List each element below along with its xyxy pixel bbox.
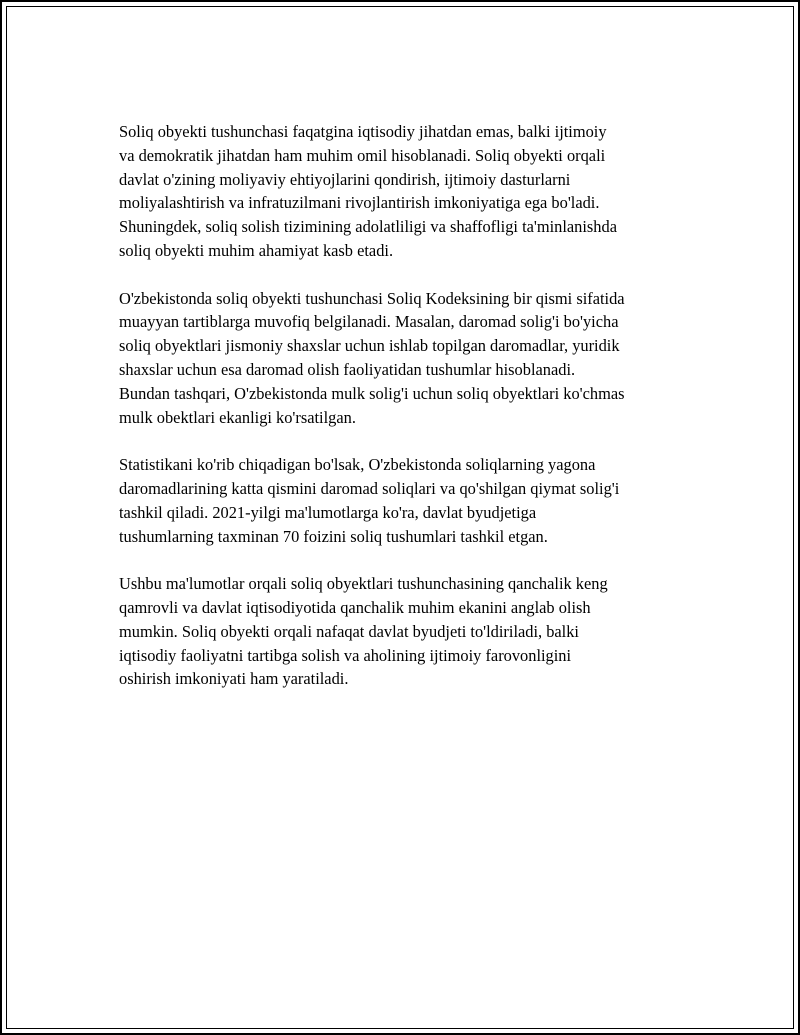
document-body [119,120,699,715]
text-line: oshirish imkoniyati ham yaratiladi. [119,669,349,689]
text-line: qamrovli va davlat iqtisodiyotida qanchalik muhim ekanini anglab olish [119,597,591,617]
text-line: shaxslar uchun esa daromad olish faoliyatidan tushumlar hisoblanadi. [119,359,576,379]
text-line: tashkil qiladi. 2021-yilgi ma'lumotlarga ko'ra, davlat byudjetiga [119,502,537,522]
text-line: muayyan tartiblarga muvofiq belgilanadi. Masalan, daromad solig'i bo'yicha [119,312,619,332]
paragraph-2 [119,287,699,430]
text-line: Shuningdek, soliq solish tizimining adolatliligi va shaffofligi ta'minlanishda [119,217,617,237]
text-line: mumkin. Soliq obyekti orqali nafaqat davlat byudjeti to'ldiriladi, balki [119,621,579,641]
paragraph-1 [119,120,699,263]
text-line: tushumlarning taxminan 70 foizini soliq tushumlari tashkil etgan. [119,526,548,546]
text-line: moliyalashtirish va infratuzilmani rivojlantirish imkoniyatiga ega bo'ladi. [119,193,600,213]
text-line: Bundan tashqari, O'zbekistonda mulk solig'i uchun soliq obyektlari ko'chmas [119,383,625,403]
text-line: soliq obyektlari jismoniy shaxslar uchun ishlab topilgan daromadlar, yuridik [119,336,620,356]
text-line: va demokratik jihatdan ham muhim omil hisoblanadi. Soliq obyekti orqali [119,145,606,165]
text-line: O'zbekistonda soliq obyekti tushunchasi Soliq Kodeksining bir qismi sifatida [119,288,625,308]
text-line: soliq obyekti muhim ahamiyat kasb etadi. [119,240,394,260]
text-line: iqtisodiy faoliyatni tartibga solish va aholining ijtimoiy farovonligini [119,645,572,665]
text-line: Statistikani ko'rib chiqadigan bo'lsak, O'zbekistonda soliqlarning yagona [119,455,596,475]
text-line: Ushbu ma'lumotlar orqali soliq obyektlari tushunchasining qanchalik keng [119,574,608,594]
text-line: Soliq obyekti tushunchasi faqatgina iqtisodiy jihatdan emas, balki ijtimoiy [119,122,607,141]
text-line: davlat o'zining moliyaviy ehtiyojlarini qondirish, ijtimoiy dasturlarni [119,169,571,189]
paragraph-3 [119,453,699,548]
text-line: mulk obektlari ekanligi ko'rsatilgan. [119,407,356,427]
text-line: daromadlarining katta qismini daromad soliqlari va qo'shilgan qiymat solig'i [119,478,620,498]
paragraph-4 [119,572,699,691]
